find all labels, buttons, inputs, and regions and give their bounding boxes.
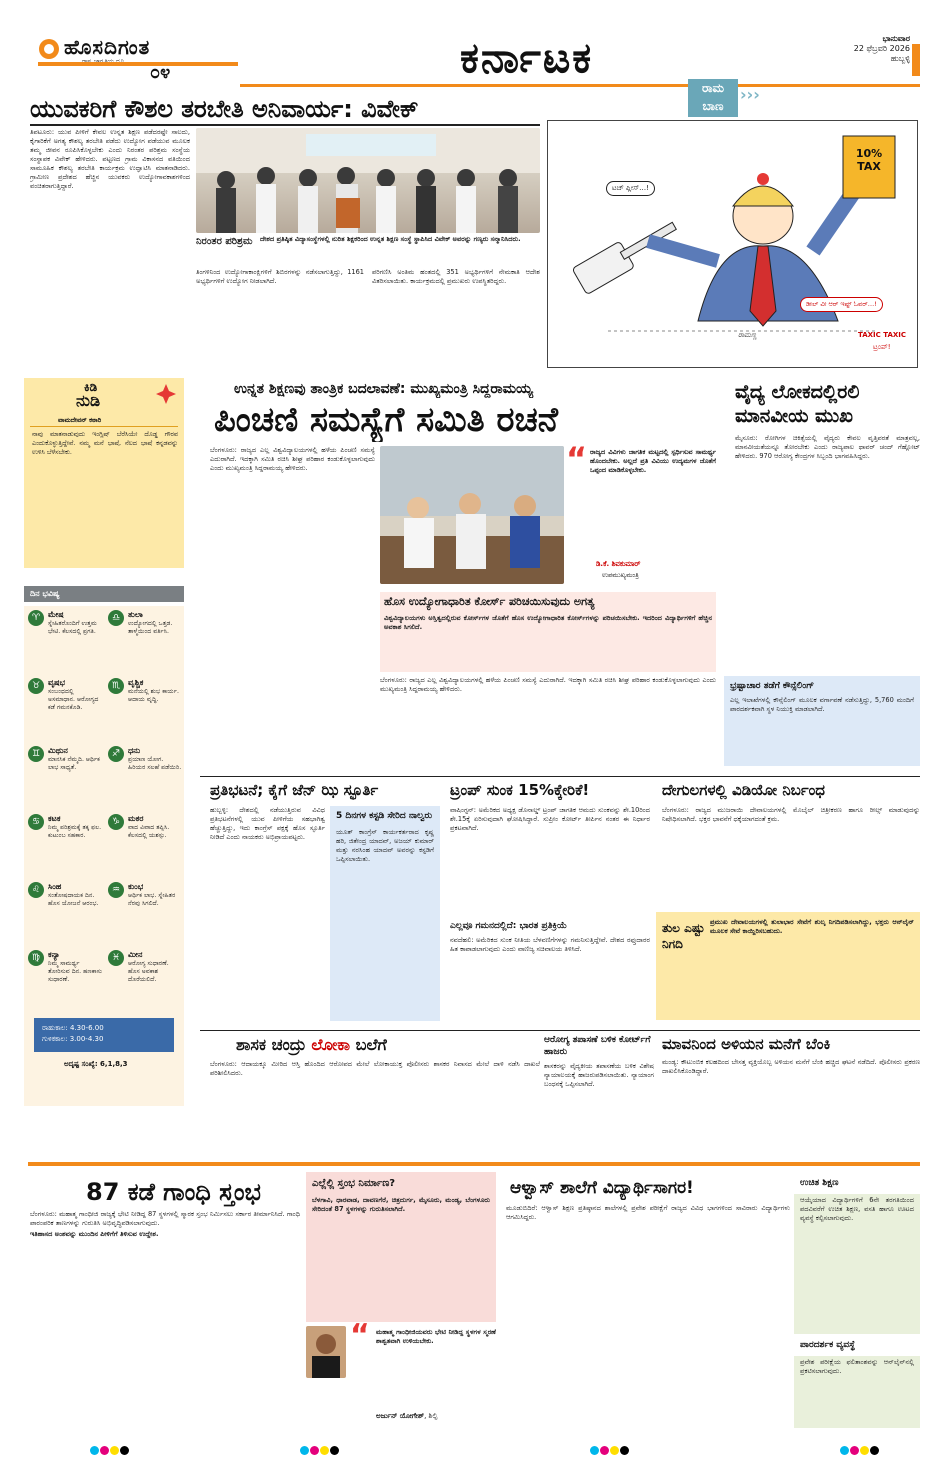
protest-box-text: ಯೂತ್ ಕಾಂಗ್ರೆಸ್ ಕಾರ್ಯಕರ್ತರಾದ ಕೃಷ್ಣ ಹರಿ, ಜಿತೇಂದ್ರ ಯಾದವ್, ಅಜಯ್ ಕುಮಾರ್ ಮತ್ತು ನರಸಿಂಹ ಯಾದವ್ ಅವರನ್ನು ಕಸ್ಟಡಿಗೆ ಒಪ್ಪಿಸಲಾಯಿತು. xyxy=(336,828,434,863)
pension-sub-head: ಹೊಸ ಉದ್ಯೋಗಾಧಾರಿತ ಕೋರ್ಸ್ ಪರಿಚಯಿಸುವುದು ಅಗತ್ಯ xyxy=(384,595,595,608)
zodiac-icon: ♑ xyxy=(108,814,124,830)
medical-headline-1: ವೈದ್ಯ ಲೋಕದಲ್ಲಿರಲಿ xyxy=(735,381,860,403)
column-logo-arrows: ››› xyxy=(740,85,760,104)
pension-bottom-p: ಬೆಂಗಳೂರು: ರಾಜ್ಯದ ಎಲ್ಲ ವಿಶ್ವವಿದ್ಯಾಲಯಗಳಲ್ಲಿ ಹಳೆಯ ಪಿಂಚಣಿ ಸಮಸ್ಯೆ ಎದುರಾಗಿದೆ. ಇದಕ್ಕಾಗಿ ಸಮಿತಿ ರಚಿಸಿ ಶೀಘ್ರ ಪರಿಹಾರ ಕಂಡುಕೊಳ್ಳಲಾಗುವುದು ಎಂದು ಮುಖ್ಯಮಂತ್ರಿ ಸಿದ್ದರಾಮಯ್ಯ ಹೇಳಿದರು. xyxy=(380,676,716,693)
protest-text-p: ಹುಬ್ಬಳ್ಳಿ: ದೇಶದಲ್ಲಿ ನಡೆಯುತ್ತಿರುವ ವಿವಿಧ ಪ್ರತಿಭಟನೆಗಳಲ್ಲಿ ಯುವ ಪೀಳಿಗೆಯ ಸಹಭಾಗಿತ್ವ ಹೆಚ್ಚುತ್ತಿದ್ದು, ಇದು ಕಾಂಗ್ರೆಸ್ ಪಕ್ಷಕ್ಕೆ ಹೊಸ ಸ್ಫೂರ್ತಿ ನೀಡಿದೆ ಎಂದು ನಾಯಕರು ಅಭಿಪ್ರಾಯಪಟ್ಟರು. xyxy=(210,806,325,841)
rahu-kaal: ರಾಹುಕಾಲ: 4.30-6.00 xyxy=(42,1024,104,1032)
temple-text xyxy=(662,806,920,910)
section-title: ಕರ್ನಾಟಕ xyxy=(460,33,594,82)
pension-bottom-text xyxy=(380,676,716,766)
horoscope-sign-name: ತುಲಾ xyxy=(128,610,143,619)
ruler-headline xyxy=(236,1034,536,1056)
gandhi-box-title: ಎಲ್ಲೆಲ್ಲಿ ಸ್ತಂಭ ನಿರ್ಮಾಣ? xyxy=(312,1178,396,1189)
zodiac-icon: ♊ xyxy=(28,746,44,762)
gandhi-box xyxy=(306,1172,496,1322)
horoscope-sign-name: ಮಕರ xyxy=(128,814,144,823)
medical-sub-text: ಎಲ್ಲ ಇಲಾಖೆಗಳಲ್ಲಿ ಕೌನ್ಸೆಲಿಂಗ್ ಮೂಲಕ ವರ್ಗಾವಣೆ ನಡೆಸುತ್ತಿದ್ದು, 5,760 ಮಂದಿಗೆ ಪಾರದರ್ಶಕವಾಗಿ ಸ್ಥಳ ನಿಯುಕ್ತಿ ಮಾಡಲಾಗಿದೆ. xyxy=(730,696,914,713)
zodiac-icon: ♈ xyxy=(28,610,44,626)
row4-top-rule xyxy=(200,1030,920,1031)
health-text: ಶಾಸಕರನ್ನು ವೈದ್ಯಕೀಯ ತಪಾಸಣೆಯ ಬಳಿಕ ವಿಶೇಷ ನ್ಯಾಯಾಲಯಕ್ಕೆ ಹಾಜರುಪಡಿಸಲಾಯಿತು. ನ್ಯಾಯಾಂಗ ಬಂಧನಕ್ಕೆ ಒಪ್ಪಿಸಲಾಗಿದೆ. xyxy=(544,1062,654,1088)
lead-caption-title: ನಿರಂತರ ಪರಿಶ್ರಮ xyxy=(196,236,253,247)
lead-col2-text: ತಿಂಗಳಿನಿಂದ ಉದ್ಯೋಗಾಕಾಂಕ್ಷಿಗಳಿಗೆ ಶಿಬಿರಗಳನ್ನು ನಡೆಸಲಾಗುತ್ತಿದ್ದು, 1161 ಅಭ್ಯರ್ಥಿಗಳಿಗೆ ಉದ್ಯೋಗ ನೀಡಲಾಗಿದೆ. xyxy=(196,268,364,285)
horoscope-col-left xyxy=(28,610,102,1018)
horoscope-sign-name: ಸಿಂಹ xyxy=(48,882,62,891)
mind-headline: ಮಾವನಿಂದ ಅಳಿಯನ ಮನೆಗೆ ಬೆಂಕಿ xyxy=(662,1035,831,1053)
masthead-rule xyxy=(240,84,920,87)
cartoon-bubble-1: ಟಚ್ ಪ್ಲೀಸ್…! xyxy=(606,181,655,196)
horoscope-sign xyxy=(28,950,102,1016)
tariff-sub-head: ಎಲ್ಲವೂ ಗಮನದಲ್ಲಿದೆ: ಭಾರತ ಪ್ರತಿಕ್ರಿಯೆ xyxy=(450,921,567,931)
kidi-title-2: ನುಡಿ xyxy=(76,391,101,410)
lead-caption xyxy=(196,235,540,265)
medical-headline-2: ಮಾನವೀಯ ಮುಖ xyxy=(735,405,853,427)
zodiac-icon: ♌ xyxy=(28,882,44,898)
horoscope-sign-body xyxy=(128,610,182,636)
cartoon-signature: ರಾಮಣ್ಣ xyxy=(738,331,757,339)
kidi-title-1: ಕಿಡಿ xyxy=(84,380,98,394)
horoscope-sign-name: ಮೀನ xyxy=(128,950,143,959)
reg-dots-4 xyxy=(840,1440,880,1459)
temple-box-text: ಪ್ರಮುಖ ದೇವಾಲಯಗಳಲ್ಲಿ ತುಲಾಭಾರ ಸೇವೆಗೆ ಶುಲ್ಕ ನಿಗದಿಪಡಿಸಲಾಗಿದ್ದು, ಭಕ್ತರು ಆನ್‌ಲೈನ್ ಮೂಲಕ ಸೇವೆ ಕಾಯ್ದಿರಿಸಬಹುದು. xyxy=(710,918,914,935)
ola-text-p: ಮೂಡುಬಿದಿರೆ: ಆಳ್ವಾಸ್ ಶಿಕ್ಷಣ ಪ್ರತಿಷ್ಠಾನದ ಶಾಲೆಗಳಲ್ಲಿ ಪ್ರವೇಶ ಪರೀಕ್ಷೆಗೆ ರಾಜ್ಯದ ವಿವಿಧ ಭಾಗಗಳಿಂದ ಸಾವಿರಾರು ವಿದ್ಯಾರ್ಥಿಗಳು ಆಗಮಿಸಿದ್ದರು. xyxy=(506,1204,790,1221)
horoscope-sign-name: ವೃಷಭ xyxy=(48,678,65,687)
horoscope-sign-name: ಕುಂಭ xyxy=(128,882,144,891)
logo xyxy=(38,34,238,64)
temple-headline: ದೇಗುಲಗಳಲ್ಲಿ ವಿಡಿಯೋ ನಿರ್ಬಂಧ xyxy=(662,781,825,799)
horoscope-header xyxy=(24,586,184,602)
date-block xyxy=(800,34,910,64)
cartoon-tax-label: 10% TAX xyxy=(855,147,883,173)
reg-dots-1 xyxy=(90,1440,130,1459)
lead-column-2 xyxy=(196,268,364,348)
lead-rule xyxy=(30,124,540,126)
tariff-sub-text: ನವದೆಹಲಿ: ಅಮೆರಿಕದ ಸುಂಕ ನೀತಿಯ ಬೆಳವಣಿಗೆಗಳನ್ನು ಗಮನಿಸುತ್ತಿದ್ದೇವೆ. ದೇಶದ ರಫ್ತುದಾರರ ಹಿತ ಕಾಪಾಡಲಾಗುವುದು ಎಂದು ವಾಣಿಜ್ಯ ಸಚಿವಾಲಯ ತಿಳಿಸಿದೆ. xyxy=(450,936,650,953)
horoscope-sign xyxy=(28,882,102,948)
horoscope-sign-text: ಆರ್ಥಿಕ ಲಾಭ. ಸ್ನೇಹಿತರ ನೆರವು ಸಿಗಲಿದೆ. xyxy=(128,892,176,908)
logo-text: ಹೊಸದಿಗಂತ xyxy=(64,35,151,59)
gandhi-quote-by: ಅರ್ಜುನ್ ಯೋಗೇಶ್ xyxy=(376,1412,425,1420)
lead-col3-text: ಪರಿಗಣಿಸಿ ಅಂತಿಮ ಹಂತದಲ್ಲಿ 351 ಅಭ್ಯರ್ಥಿಗಳಿಗೆ ನೇಮಕಾತಿ ಆದೇಶ ವಿತರಿಸಲಾಯಿತು. ಕಾರ್ಯಕ್ರಮದಲ್ಲಿ ಪ್ರಮುಖರು ಉಪಸ್ಥಿತರಿದ್ದರು. xyxy=(372,268,540,285)
day: ಭಾನುವಾರ xyxy=(882,34,910,43)
masthead xyxy=(0,0,945,92)
horoscope-times xyxy=(34,1018,174,1052)
pension-text xyxy=(210,446,375,761)
horoscope-sign-name: ಮೇಷ xyxy=(48,610,64,619)
horoscope-sign-name: ಕನ್ಯಾ xyxy=(48,950,60,959)
horoscope-sign-body xyxy=(128,950,182,985)
horoscope-sign-body xyxy=(128,678,182,704)
zodiac-icon: ♒ xyxy=(108,882,124,898)
person-icon xyxy=(306,1326,346,1378)
reg-dots-2 xyxy=(300,1440,340,1459)
logo-mark-icon xyxy=(38,38,60,60)
tariff-text xyxy=(450,806,650,916)
pension-quote-by: ಡಿ.ಕೆ. ಶಿವಕುಮಾರ್ xyxy=(596,560,641,568)
horoscope-sign xyxy=(108,610,182,676)
medical-sub-head: ಭ್ರಷ್ಟಾಚಾರ ತಡೆಗೆ ಕೌನ್ಸೆಲಿಂಗ್ xyxy=(730,681,815,691)
column-logo-line2: ಬಾಣ xyxy=(702,99,724,113)
pension-headline: ಪಿಂಚಣಿ ಸಮಸ್ಯೆಗೆ ಸಮಿತಿ ರಚನೆ xyxy=(214,400,558,440)
zodiac-icon: ♓ xyxy=(108,950,124,966)
horoscope-sign-text: ಸ್ನೇಹಿತರೊಂದಿಗೆ ಉತ್ತಮ ಭೇಟಿ. ಕೆಲಸದಲ್ಲಿ ಪ್ರಗತಿ. xyxy=(48,620,97,636)
horoscope-sign xyxy=(108,950,182,1016)
reg-dots-3 xyxy=(590,1440,630,1459)
right-title-2: ಪಾರದರ್ಶಕ ವ್ಯವಸ್ಥೆ xyxy=(794,1334,920,1356)
horoscope-sign-body xyxy=(128,882,182,908)
ruler-headline-red: ಲೋಕಾ xyxy=(311,1035,351,1054)
horoscope-grid xyxy=(24,606,184,1106)
date: 22 ಫೆಬ್ರವರಿ 2026 xyxy=(853,44,910,53)
row3-top-rule xyxy=(200,776,920,777)
zodiac-icon: ♍ xyxy=(28,950,44,966)
tariff-headline: ಟ್ರಂಪ್ ಸುಂಕ 15%ಕ್ಕೇರಿಕೆ! xyxy=(450,781,590,799)
pension-kicker: ಉನ್ನತ ಶಿಕ್ಷಣವು ತಾಂತ್ರಿಕ ಬದಲಾವಣೆ: ಮುಖ್ಯಮಂತ್ರಿ ಸಿದ್ದರಾಮಯ್ಯ xyxy=(234,381,533,397)
pension-quote-text: ರಾಜ್ಯದ ವಿವಿಗಳು ಜಾಗತಿಕ ಮಟ್ಟದಲ್ಲಿ ಸ್ಪರ್ಧಿಸುವ ಸಾಮರ್ಥ್ಯ ಹೊಂದಬೇಕು. ಅಲ್ಲದೆ ಪ್ರತಿ ವಿವಿಯು ಉದ್ಯಮಗಳ ಜೊತೆಗೆ ಒಪ್ಪಂದ ಮಾಡಿಕೊಳ್ಳಬೇಕು. xyxy=(590,448,716,474)
lead-caption-text: ದೇಶದ ಪ್ರತಿಷ್ಠಿತ ವಿದ್ಯಾಸಂಸ್ಥೆಗಳಲ್ಲಿ ನುರಿತ ಶಿಕ್ಷಕರಿಂದ ಉನ್ನತ ಶಿಕ್ಷಣ ಸಂಸ್ಥೆ ಸ್ಥಾಪಿಸಿದ ವಿವೇಕ್ ಅವರನ್ನು ಗಣ್ಯರು ಸನ್ಮಾನಿಸಿದರು. xyxy=(260,235,521,243)
horoscope-sign xyxy=(108,746,182,812)
right-title-1: ಉಚಿತ ಶಿಕ್ಷಣ xyxy=(794,1172,920,1194)
ruler-text-p: ಬೆಂಗಳೂರು: ಆದಾಯಕ್ಕೂ ಮೀರಿದ ಆಸ್ತಿ ಹೊಂದಿದ ಆರೋಪದ ಮೇಲೆ ಲೋಕಾಯುಕ್ತ ಪೊಲೀಸರು ಶಾಸಕರ ನಿವಾಸದ ಮೇಲೆ ದಾಳಿ ನಡೆಸಿ ದಾಖಲೆ ಪರಿಶೀಲಿಸಿದರು. xyxy=(210,1060,540,1077)
gulika-kaal: ಗುಳಿಕಕಾಲ: 3.00-4.30 xyxy=(42,1035,104,1043)
zodiac-icon: ♋ xyxy=(28,814,44,830)
protest-box-title: 5 ದಿನಗಳ ಕಸ್ಟಡಿ ಸೇರಿದ ನಾಲ್ವರು xyxy=(336,811,433,821)
horoscope-sign xyxy=(28,678,102,744)
ruler-headline-post: ಬಲೆಗೆ xyxy=(355,1035,387,1054)
kidi-text: ನಾವು ಮಾತನಾಡುವುದು ಇಂಗ್ಲಿಷ್ ಬೆರೆಸಿಯೇ ದೊಡ್ಡ ಗೌರವ ಎಂದುಕೊಳ್ಳುತ್ತಿದ್ದೇವೆ. ನಮ್ಮ ಮನೆ ಭಾಷೆ, ನೆಲದ ಭಾಷೆ ಕನ್ನಡವನ್ನು ಉಳಿಸಿ ಬೆಳೆಸಬೇಕು. xyxy=(32,430,178,456)
horoscope-sign xyxy=(28,746,102,812)
horoscope-col-right xyxy=(108,610,182,1018)
horoscope-sign-body xyxy=(128,746,182,772)
temple-sub-title: ತುಲ ಎಷ್ಟು ನಿಗದಿ xyxy=(662,921,705,951)
gandhi-headline: 87 ಕಡೆ ಗಾಂಧಿ ಸ್ತಂಭ xyxy=(86,1178,261,1206)
gandhi-quote-photo xyxy=(306,1326,346,1378)
right-text-1: ಆಯ್ಕೆಯಾದ ವಿದ್ಯಾರ್ಥಿಗಳಿಗೆ 6ನೇ ತರಗತಿಯಿಂದ ಪದವಿವರೆಗೆ ಉಚಿತ ಶಿಕ್ಷಣ, ವಸತಿ ಹಾಗೂ ಊಟದ ವ್ಯವಸ್ಥೆ ಕಲ್ಪಿಸಲಾಗುವುದು. xyxy=(800,1196,914,1222)
pension-subbox xyxy=(380,592,716,672)
ola-headline: ಆಳ್ವಾಸ್ ಶಾಲೆಗೆ ವಿದ್ಯಾರ್ಥಿಸಾಗರ! xyxy=(510,1178,694,1198)
medical-subbox xyxy=(724,676,920,766)
horoscope-sign xyxy=(108,882,182,948)
horoscope-sign-body xyxy=(48,746,102,772)
cartoon-frame xyxy=(547,81,918,368)
cartoon-stamp: TAXIC TAXIC xyxy=(858,331,907,339)
zodiac-icon: ♎ xyxy=(108,610,124,626)
horoscope-sign-text: ನಿಮ್ಮ ಪರಿಶ್ರಮಕ್ಕೆ ತಕ್ಕ ಫಲ. ಕುಟುಂಬ ಸಹಕಾರ. xyxy=(48,824,102,840)
horoscope-sign-text: ನಿಮ್ಮ ಸಾಮರ್ಥ್ಯ ತೋರಿಸುವ ದಿನ. ಹಣಕಾಸು ಸುಧಾರಣೆ. xyxy=(48,960,102,984)
medical-text-p: ಮೈಸೂರು: ರೋಗಿಗಳ ಚಿಕಿತ್ಸೆಯಲ್ಲಿ ವೈದ್ಯರು ಕೇವಲ ವೃತ್ತಿಪರತೆ ಮಾತ್ರವಲ್ಲ, ಮಾನವೀಯತೆಯನ್ನೂ ತೋರಬೇಕು ಎಂದು ರಾಜ್ಯಪಾಲ ಥಾವರ್ ಚಂದ್ ಗೆಹ್ಲೋಟ್ ಹೇಳಿದರು. 970 ಆರೋಗ್ಯ ಕೇಂದ್ರಗಳ ಸಿಬ್ಬಂದಿ ಭಾಗವಹಿಸಿದ್ದರು. xyxy=(735,434,920,460)
horoscope-sign-name: ವೃಶ್ಚಿಕ xyxy=(128,678,144,687)
zodiac-icon: ♉ xyxy=(28,678,44,694)
lead-column-1 xyxy=(30,128,190,280)
gandhi-box-text: ಬೆಳಗಾವಿ, ಧಾರವಾಡ, ದಾವಣಗೆರೆ, ಚಿತ್ರದುರ್ಗ, ಮೈಸೂರು, ಮಂಡ್ಯ, ಬೆಂಗಳೂರು ಸೇರಿದಂತೆ 87 ಸ್ಥಳಗಳನ್ನು ಗುರುತಿಸಲಾಗಿದೆ. xyxy=(312,1196,490,1213)
horoscope-sign-name: ಧನು xyxy=(128,746,141,755)
kidi-nudi-box xyxy=(24,378,184,568)
horoscope-sign-body xyxy=(48,610,102,636)
kidi-rule xyxy=(30,426,178,427)
lead-photo-art xyxy=(196,128,540,233)
city: ಹುಬ್ಬಳ್ಳಿ xyxy=(890,54,910,63)
gandhi-quote: ಮಹಾತ್ಮ ಗಾಂಧೀಜಿಯವರು ಭೇಟಿ ನೀಡಿದ್ದ ಸ್ಥಳಗಳ ಸ್ಮರಣೆ ಶಾಶ್ವತವಾಗಿ ಉಳಿಯಬೇಕು. xyxy=(376,1328,496,1345)
horoscope-sign-text: ಸಂತೋಷದಾಯಕ ದಿನ. ಹೊಸ ಯೋಜನೆ ಆರಂಭ. xyxy=(48,892,99,908)
mind-text xyxy=(662,1058,920,1158)
horoscope-sign-body xyxy=(48,882,102,908)
temple-text-p: ಬೆಂಗಳೂರು: ರಾಜ್ಯದ ಮುಜರಾಯಿ ದೇವಾಲಯಗಳಲ್ಲಿ ಮೊಬೈಲ್ ಚಿತ್ರೀಕರಣ ಹಾಗೂ ರೀಲ್ಸ್ ಮಾಡುವುದನ್ನು ನಿಷೇಧಿಸಲಾಗಿದೆ. ಭಕ್ತರ ಭಾವನೆಗೆ ಧಕ್ಕೆಯಾಗದಂತೆ ಕ್ರಮ. xyxy=(662,806,920,823)
horoscope-sign-body xyxy=(128,814,182,840)
horoscope-sign xyxy=(28,814,102,880)
health-headline: ಆರೋಗ್ಯ ತಪಾಸಣೆ ಬಳಿಕ ಕೋರ್ಟ್‌ಗೆ ಹಾಜರು xyxy=(544,1035,651,1057)
page-number: ೦೪ xyxy=(150,62,171,83)
mind-text-p: ಮಂಡ್ಯ: ಕೌಟುಂಬಿಕ ಕಲಹದಿಂದ ಬೇಸತ್ತ ವ್ಯಕ್ತಿಯೊಬ್ಬ ಅಳಿಯನ ಮನೆಗೆ ಬೆಂಕಿ ಹಚ್ಚಿದ ಘಟನೆ ನಡೆದಿದೆ. ಪೊಲೀಸರು ಪ್ರಕರಣ ದಾಖಲಿಸಿಕೊಂಡಿದ್ದಾರೆ. xyxy=(662,1058,920,1075)
lead-photo xyxy=(196,128,540,233)
pension-photo xyxy=(380,446,564,584)
horoscope-sign-text: ಸಂಬಂಧದಲ್ಲಿ ಅಸಮಾಧಾನ. ಆರೋಗ್ಯದ ಕಡೆ ಗಮನಕೊಡಿ. xyxy=(48,688,99,712)
protest-box xyxy=(330,806,440,1021)
bottom-orange-bar xyxy=(28,1162,920,1166)
gandhi-quote-mark-icon: “ xyxy=(350,1318,370,1353)
lead-col1-text: ತಿಪಟೂರು: ಯುವ ಪೀಳಿಗೆ ಕೇವಲ ಉನ್ನತ ಶಿಕ್ಷಣ ಪಡೆದರಷ್ಟೇ ಸಾಲದು, ಕೈಗಾರಿಕೆಗೆ ಅಗತ್ಯ ಕೌಶಲ್ಯ ತರಬೇತಿ ಪಡೆದು ಉದ್ಯೋಗ ಪಡೆಯುವ ಮೂಲಕ ತಮ್ಮ ಜೀವನ ರೂಪಿಸಿಕೊಳ್ಳಬೇಕು ಎಂದು ನಿರಂತರ ಪರಿಶ್ರಮ ಸಂಸ್ಥೆಯ ಸಂಸ್ಥಾಪಕ ವಿವೇಕ್ ಹೇಳಿದರು. ಪಟ್ಟಣದ ಗ್ರಾಮ ವಿಕಾಸನದ ವತಿಯಿಂದ ಸಾಮೂಹಿಕ ಕೌಶಲ್ಯ ತರಬೇತಿ ಕಾರ್ಯಕ್ರಮ ಉದ್ಘಾಟಿಸಿ ಮಾತನಾಡಿದರು. ಗ್ರಾಮೀಣ ಪ್ರದೇಶದ ಹೆಚ್ಚಿನ ಯುವಕರು ಉದ್ಯೋಗಾವಕಾಶಗಳಿಂದ ವಂಚಿತರಾಗುತ್ತಿದ್ದಾರೆ. xyxy=(30,128,190,190)
horoscope-sign-text: ಮಾನಸಿಕ ನೆಮ್ಮದಿ. ಆರ್ಥಿಕ ಲಾಭ ಸಾಧ್ಯತೆ. xyxy=(48,756,100,772)
column-logo xyxy=(688,79,738,117)
horoscope-sign-body xyxy=(48,814,102,840)
cartoon-bubble-2: ಡೀಲ್ ವೀ ಆರ್ ಇಷ್ಟ್ ಓವರ್…! xyxy=(800,297,883,312)
ruler-headline-pre: ಶಾಸಕ ಚಂದ್ರು xyxy=(236,1035,306,1054)
masthead-orange-bar xyxy=(38,62,238,66)
right-column-box xyxy=(794,1172,920,1428)
pension-photo-art xyxy=(380,446,564,584)
corner-orange-mark xyxy=(912,44,920,76)
gandhi-text-p: ಬೆಂಗಳೂರು: ಮಹಾತ್ಮ ಗಾಂಧೀಜಿ ರಾಜ್ಯಕ್ಕೆ ಭೇಟಿ ನೀಡಿದ್ದ 87 ಸ್ಥಳಗಳಲ್ಲಿ ಸ್ಮಾರಕ ಸ್ತಂಭ ನಿರ್ಮಿಸಲು ಸರ್ಕಾರ ತೀರ್ಮಾನಿಸಿದೆ. ಗಾಂಧಿ ಪಾರಂಪರಿಕ ತಾಣಗಳನ್ನು ಗುರುತಿಸಿ ಅಭಿವೃದ್ಧಿಪಡಿಸಲಾಗುವುದು. xyxy=(30,1210,300,1227)
zodiac-icon: ♏ xyxy=(108,678,124,694)
tariff-text-p: ವಾಷಿಂಗ್ಟನ್: ಅಮೆರಿಕದ ಅಧ್ಯಕ್ಷ ಡೊನಾಲ್ಡ್ ಟ್ರಂಪ್ ಜಾಗತಿಕ ಆಮದು ಸುಂಕವನ್ನು ಶೇ.10ರಿಂದ ಶೇ.15ಕ್ಕೆ ಏರಿಸುವುದಾಗಿ ಘೋಷಿಸಿದ್ದಾರೆ. ಸುಪ್ರೀಂ ಕೋರ್ಟ್ ತೀರ್ಪಿನ ನಂತರ ಈ ನಿರ್ಧಾರ ಪ್ರಕಟವಾಗಿದೆ. xyxy=(450,806,650,832)
health-box xyxy=(544,1034,654,1152)
horoscope-sign xyxy=(108,814,182,880)
gandhi-text xyxy=(30,1210,300,1420)
pension-text-p: ಬೆಂಗಳೂರು: ರಾಜ್ಯದ ಎಲ್ಲ ವಿಶ್ವವಿದ್ಯಾಲಯಗಳಲ್ಲಿ ಹಳೆಯ ಪಿಂಚಣಿ ಸಮಸ್ಯೆ ಎದುರಾಗಿದೆ. ಇದಕ್ಕಾಗಿ ಸಮಿತಿ ರಚಿಸಿ ಶೀಘ್ರ ಪರಿಹಾರ ಕಂಡುಕೊಳ್ಳಲಾಗುವುದು ಎಂದು ಮುಖ್ಯಮಂತ್ರಿ ಸಿದ್ದರಾಮಯ್ಯ ಹೇಳಿದರು. xyxy=(210,446,375,472)
horoscope-sign-text: ಪ್ರಯಾಣ ಯೋಗ. ಹಿರಿಯರ ಸಲಹೆ ಪಡೆಯಿರಿ. xyxy=(128,756,182,772)
cartoon-stamp-sub: ಟ್ರಂಪ್! xyxy=(873,343,891,351)
horoscope-sign-body xyxy=(48,678,102,713)
horoscope-sign-text: ಆರೋಗ್ಯ ಸುಧಾರಣೆ. ಹೊಸ ಅವಕಾಶ ದೊರೆಯಲಿದೆ. xyxy=(128,960,169,984)
pension-quote-box xyxy=(566,440,716,584)
gandhi-quote-role: ಶಿಲ್ಪಿ xyxy=(428,1412,438,1420)
pension-sub-text: ವಿಶ್ವವಿದ್ಯಾಲಯಗಳು ಅಸ್ತಿತ್ವದಲ್ಲಿರುವ ಕೋರ್ಸ್‌ಗಳ ಜೊತೆಗೆ ಹೊಸ ಉದ್ಯೋಗಾಧಾರಿತ ಕೋರ್ಸ್‌ಗಳನ್ನು ಪರಿಚಯಿಸಬೇಕು. ಇದರಿಂದ ವಿದ್ಯಾರ್ಥಿಗಳಿಗೆ ಹೆಚ್ಚಿನ ಅವಕಾಶ ಸಿಗಲಿದೆ. xyxy=(384,614,712,631)
horoscope-sign xyxy=(28,610,102,676)
horoscope-sign xyxy=(108,678,182,744)
medical-text xyxy=(735,434,920,674)
horoscope-title: ದಿನ ಭವಿಷ್ಯ xyxy=(30,589,60,598)
kidi-author: ವಾಮದೇವನ್ ಕಠಾರಿ xyxy=(58,416,102,424)
temple-box xyxy=(656,912,920,1020)
lead-column-3 xyxy=(372,268,540,348)
horoscope-sign-text: ಮನೆಯಲ್ಲಿ ಶುಭ ಕಾರ್ಯ. ಆದಾಯ ವೃದ್ಧಿ. xyxy=(128,688,179,704)
horoscope-sign-text: ಉದ್ಯೋಗದಲ್ಲಿ ಒತ್ತಡ. ತಾಳ್ಮೆಯಿಂದ ವರ್ತಿಸಿ. xyxy=(128,620,173,636)
lucky-number: ಅದೃಷ್ಟ ಸಂಖ್ಯೆ: 6,1,8,3 xyxy=(64,1060,128,1068)
protest-text xyxy=(210,806,325,1021)
right-text-2: ಪ್ರವೇಶ ಪರೀಕ್ಷೆಯ ಫಲಿತಾಂಶವನ್ನು ಆನ್‌ಲೈನ್‌ನಲ್ಲಿ ಪ್ರಕಟಿಸಲಾಗುವುದು. xyxy=(800,1358,914,1375)
pension-quote-role: ಉಪಮುಖ್ಯಮಂತ್ರಿ xyxy=(602,571,639,579)
horoscope-sign-text: ವಾದ ವಿವಾದ ತಪ್ಪಿಸಿ. ಕೆಲಸದಲ್ಲಿ ಯಶಸ್ಸು. xyxy=(128,824,170,840)
horoscope-sign-name: ಕಟಕ xyxy=(48,814,61,823)
quote-mark-icon: “ xyxy=(566,440,588,478)
registration-marks xyxy=(90,1440,890,1452)
horoscope-sign-body xyxy=(48,950,102,985)
spark-icon xyxy=(156,384,176,404)
column-logo-line1: ರಾಮ xyxy=(702,81,724,95)
gandhi-quote-sig: ಅರ್ಜುನ್ ಯೋಗೇಶ್, ಶಿಲ್ಪಿ xyxy=(376,1412,438,1420)
ola-text xyxy=(506,1204,790,1424)
gandhi-sub-p: ಇತಿಹಾಸದ ಅಂಶವನ್ನು ಮುಂದಿನ ಪೀಳಿಗೆಗೆ ತಿಳಿಸುವ ಉದ್ದೇಶ. xyxy=(30,1230,159,1238)
lead-headline: ಯುವಕರಿಗೆ ಕೌಶಲ ತರಬೇತಿ ಅನಿವಾರ್ಯ: ವಿವೇಕ್ xyxy=(30,95,419,123)
protest-headline: ಪ್ರತಿಭಟನೆ; ಕೈಗೆ ಜೆನ್ ಝಿ ಸ್ಫೂರ್ತಿ xyxy=(210,781,379,799)
zodiac-icon: ♐ xyxy=(108,746,124,762)
ruler-text xyxy=(210,1060,540,1152)
horoscope-sign-name: ಮಿಥುನ xyxy=(48,746,68,755)
